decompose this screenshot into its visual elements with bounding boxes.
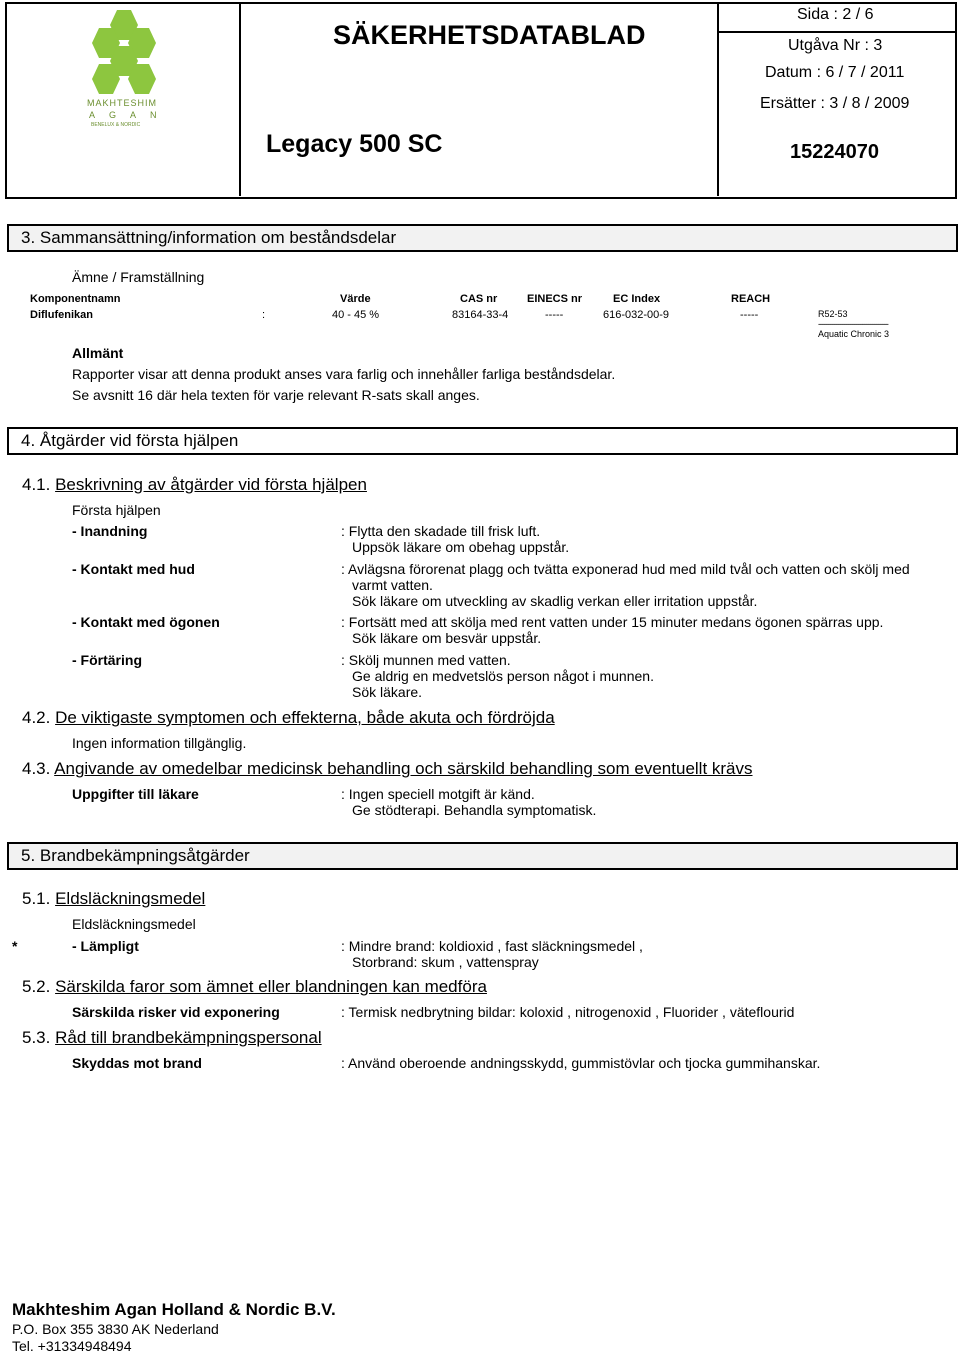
- suitable-text-1: : Mindre brand: koldioxid , fast släckningsmedel ,: [341, 938, 643, 954]
- fire-protection-label: Skyddas mot brand: [72, 1055, 202, 1071]
- row-value: 40 - 45 %: [332, 309, 380, 321]
- replaces-date: Ersätter : 3 / 8 / 2009: [760, 95, 910, 112]
- col-value: Värde: [340, 293, 371, 305]
- footer-address: P.O. Box 355 3830 AK Nederland: [12, 1321, 219, 1337]
- logo-cell: [7, 4, 241, 196]
- row-ec-index: 616-032-00-9: [603, 309, 670, 321]
- s5-3-number: 5.3.: [22, 1028, 51, 1047]
- revision-marker: *: [12, 938, 18, 954]
- s3-general-text-1: Rapporter visar att denna produkt anses vara farlig och innehåller farliga beståndsdelar.: [72, 366, 616, 382]
- s4-3-heading: [22, 759, 753, 779]
- row-separator: -----------------------------------: [818, 319, 888, 329]
- ingestion-text-3: Sök läkare.: [352, 684, 423, 700]
- first-aid-label: Första hjälpen: [72, 502, 161, 518]
- s4-2-title: De viktigaste symptomen och effekterna, både akuta och fördröjda: [55, 708, 555, 727]
- physician-info-text-1: : Ingen speciell motgift är känd.: [341, 786, 535, 802]
- special-risks-label: Särskilda risker vid exponering: [72, 1004, 280, 1020]
- row-classification: Aquatic Chronic 3: [818, 329, 890, 339]
- extinguishing-media-label: Eldsläckningsmedel: [72, 916, 196, 932]
- s4-3-number: 4.3.: [22, 759, 51, 778]
- special-risks-text: : Termisk nedbrytning bildar: koloxid , nitrogenoxid , Fluorider , väteflourid: [341, 1004, 795, 1020]
- s4-2-number: 4.2.: [22, 708, 51, 727]
- page-number: Sida : 2 / 6: [797, 6, 874, 23]
- skin-contact-text-1: : Avlägsna förorenat plagg och tvätta exponerad hud med mild tvål och vatten och skölj med: [341, 561, 910, 577]
- section-3-heading: 3. Sammansättning/information om beståndsdelar: [7, 224, 958, 252]
- ingestion-text-1: : Skölj munnen med vatten.: [341, 652, 511, 668]
- page-info-divider: [719, 31, 957, 33]
- s4-3-title: Angivande av omedelbar medicinsk behandling och särskild behandling som eventuellt krävs: [54, 759, 753, 778]
- logo-sub: A G A N: [89, 110, 163, 120]
- s3-general-text-2: Se avsnitt 16 där hela texten för varje relevant R-sats skall anges.: [72, 387, 480, 403]
- s3-general-label: Allmänt: [72, 345, 124, 361]
- eye-contact-text-2: Sök läkare om besvär uppstår.: [352, 630, 542, 646]
- s5-1-title: Eldsläckningsmedel: [55, 889, 206, 908]
- row-colon: :: [262, 309, 266, 321]
- fire-protection-text: : Använd oberoende andningsskydd, gummistövlar och tjocka gummihanskar.: [341, 1055, 821, 1071]
- ingestion-text-2: Ge aldrig en medvetslös person något i munnen.: [352, 668, 654, 684]
- footer-phone: Tel. +31334948494: [12, 1338, 132, 1354]
- physician-info-text-2: Ge stödterapi. Behandla symptomatisk.: [352, 802, 597, 818]
- row-component-name: Diflufenikan: [30, 309, 93, 321]
- inhalation-label: - Inandning: [72, 523, 148, 539]
- skin-contact-text-3: Sök läkare om utveckling av skadlig verkan eller irritation uppstår.: [352, 593, 758, 609]
- physician-info-label: Uppgifter till läkare: [72, 786, 199, 802]
- s5-2-number: 5.2.: [22, 977, 51, 996]
- row-cas: 83164-33-4: [452, 309, 509, 321]
- section-5-heading: 5. Brandbekämpningsåtgärder: [7, 842, 958, 870]
- row-einecs: -----: [545, 309, 564, 321]
- inhalation-text-2: Uppsök läkare om obehag uppstår.: [352, 539, 570, 555]
- s5-3-heading: [22, 1028, 322, 1048]
- col-reach: REACH: [731, 293, 771, 305]
- col-component-name: Komponentnamn: [30, 293, 121, 305]
- s4-1-heading: [22, 475, 367, 495]
- s4-2-heading: [22, 708, 555, 728]
- s4-1-number: 4.1.: [22, 475, 51, 494]
- suitable-label: - Lämpligt: [72, 938, 139, 954]
- eye-contact-label: - Kontakt med ögonen: [72, 614, 220, 630]
- skin-contact-text-2: varmt vatten.: [352, 577, 433, 593]
- eye-contact-text-1: : Fortsätt med att skölja med rent vatten under 15 minuter medans ögonen spärras upp.: [341, 614, 884, 630]
- s4-2-text: Ingen information tillgänglig.: [72, 735, 247, 751]
- s5-1-heading: [22, 889, 205, 909]
- col-cas: CAS nr: [460, 293, 498, 305]
- s5-2-heading: [22, 977, 487, 997]
- logo-tag: BENELUX & NORDIC: [91, 122, 141, 128]
- ingestion-label: - Förtäring: [72, 652, 142, 668]
- col-einecs: EINECS nr: [527, 293, 583, 305]
- row-r-phrase: R52-53: [818, 309, 848, 319]
- section-4-heading: 4. Åtgärder vid första hjälpen: [7, 427, 958, 455]
- document-title: SÄKERHETSDATABLAD: [333, 20, 646, 50]
- edition-number: Utgåva Nr : 3: [788, 37, 883, 54]
- footer-company: Makhteshim Agan Holland & Nordic B.V.: [12, 1300, 336, 1319]
- s5-1-number: 5.1.: [22, 889, 51, 908]
- skin-contact-label: - Kontakt med hud: [72, 561, 195, 577]
- col-ec-index: EC Index: [613, 293, 661, 305]
- inhalation-text-1: : Flytta den skadade till frisk luft.: [341, 523, 541, 539]
- s4-1-title: Beskrivning av åtgärder vid första hjälpen: [55, 475, 367, 494]
- s5-3-title: Råd till brandbekämpningspersonal: [55, 1028, 322, 1047]
- s5-2-title: Särskilda faror som ämnet eller blandningen kan medföra: [55, 977, 487, 996]
- document-code: 15224070: [790, 141, 879, 163]
- row-reach: -----: [740, 309, 759, 321]
- issue-date: Datum : 6 / 7 / 2011: [765, 64, 905, 81]
- suitable-text-2: Storbrand: skum , vattenspray: [352, 954, 539, 970]
- product-name: Legacy 500 SC: [266, 130, 443, 158]
- s3-subtitle: Ämne / Framställning: [72, 269, 205, 285]
- logo-name: MAKHTESHIM: [87, 98, 158, 108]
